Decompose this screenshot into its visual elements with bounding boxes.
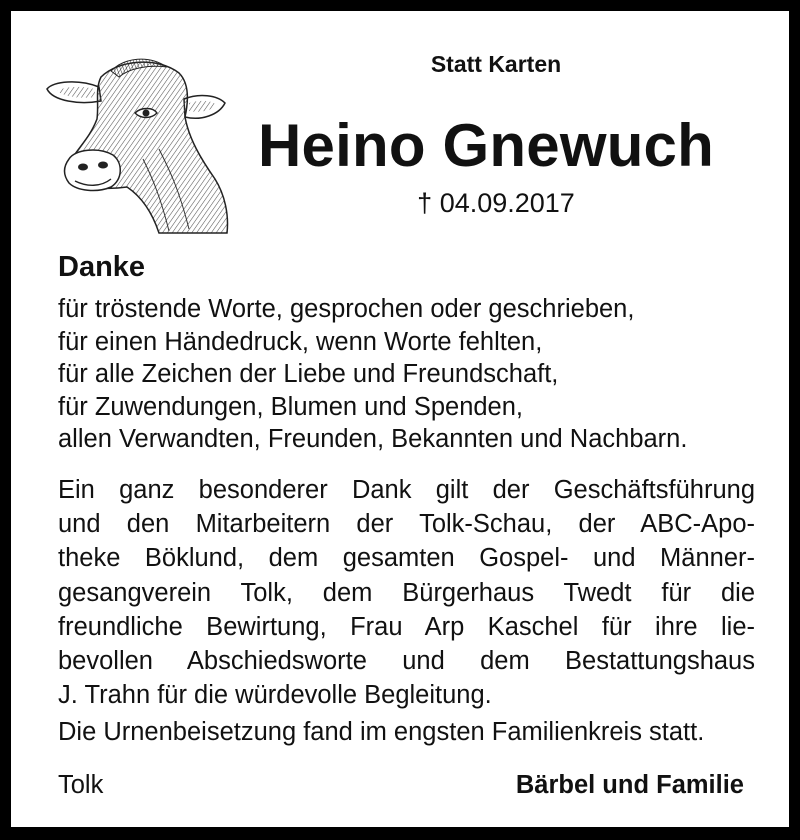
special-thanks-line: theke Böklund, dem gesamten Gospel- und Männer- xyxy=(58,544,755,573)
special-thanks-paragraph xyxy=(58,473,755,712)
thanks-line: für alle Zeichen der Liebe und Freundschaft, xyxy=(58,360,559,388)
special-thanks-line: und den Mitarbeitern der Tolk-Schau, der ABC-Apo- xyxy=(58,510,755,539)
thanks-line: für einen Händedruck, wenn Worte fehlten, xyxy=(58,327,543,356)
deceased-name: Heino Gnewuch xyxy=(258,112,714,179)
place-label: Tolk xyxy=(58,771,104,799)
cow-head-icon xyxy=(39,39,239,235)
thanks-list xyxy=(58,293,687,456)
special-thanks-line: gesangverein Tolk, dem Bürgerhaus Twedt für die xyxy=(58,578,755,607)
statt-karten-label: Statt Karten xyxy=(430,51,562,77)
signature: Bärbel und Familie xyxy=(515,771,744,799)
special-thanks-line: J. Trahn für die würdevolle Begleitung. xyxy=(58,681,492,710)
obituary-card xyxy=(11,11,789,827)
urn-burial-note: Die Urnenbeisetzung fand im engsten Familienkreis statt. xyxy=(58,718,705,746)
thanks-line: für Zuwendungen, Blumen und Spenden, xyxy=(58,392,524,421)
special-thanks-line: Ein ganz besonderer Dank gilt der Geschäftsführung xyxy=(58,476,755,504)
death-date: † 04.09.2017 xyxy=(417,188,575,218)
thanks-heading: Danke xyxy=(58,251,146,283)
thanks-line: für tröstende Worte, gesprochen oder geschrieben, xyxy=(58,295,635,323)
special-thanks-line: freundliche Bewirtung, Frau Arp Kaschel für ihre lie- xyxy=(58,612,755,641)
thanks-line: allen Verwandten, Freunden, Bekannten und Nachbarn. xyxy=(58,425,688,453)
special-thanks-line: bevollen Abschiedsworte und dem Bestattungshaus xyxy=(58,647,755,676)
